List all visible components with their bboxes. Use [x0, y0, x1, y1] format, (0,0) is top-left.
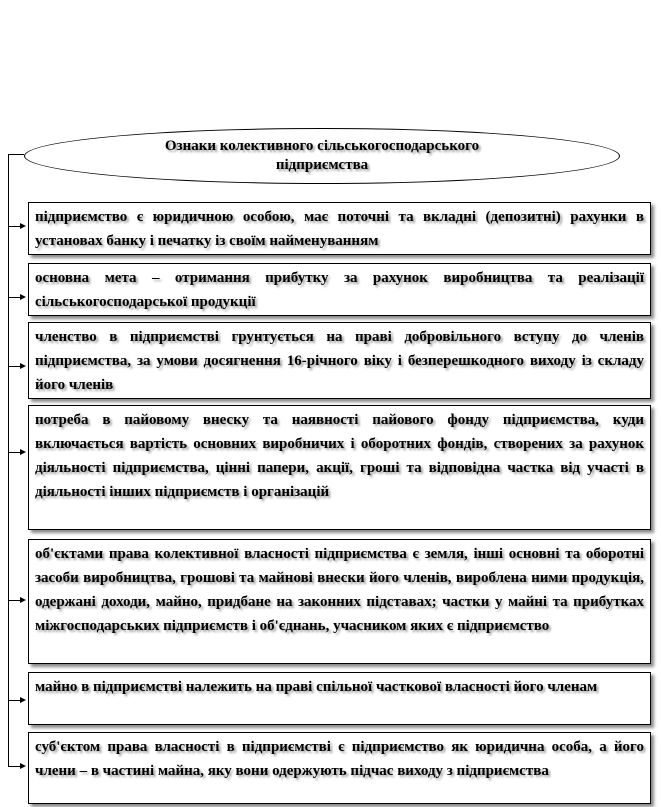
- arrow-right-icon: [20, 223, 26, 229]
- arrow-right-icon: [20, 697, 26, 703]
- arrow-right-icon: [20, 363, 26, 369]
- feature-box-7: суб'єктом права власності в підприємстві є підприємство як юридична особа, а його члени – в частині майна, яку вони одержують підчас виходу з підприємства: [28, 732, 651, 804]
- feature-box-6: майно в підприємстві належить на праві спільної часткової власності його членам: [28, 672, 651, 725]
- connector-spine: [8, 154, 9, 766]
- arrow-right-icon: [20, 597, 26, 603]
- feature-box-3: членство в підприємстві грунтується на праві добровільного вступу до членів підприємства, за умови досягнення 16-річного віку і безперешкодного виходу із складу його членів: [28, 322, 651, 399]
- arrow-right-icon: [20, 294, 26, 300]
- arrow-right-icon: [20, 763, 26, 769]
- diagram-title: Ознаки колективного сільськогосподарського підприємства: [24, 128, 620, 184]
- connector-top: [8, 154, 24, 155]
- feature-box-4: потреба в пайовому внеску та наявності пайового фонду підприємства, куди включається вартість основних виробничих і оборотних фондів, створених за рахунок діяльності підприємства, цінні папери, акції, гроші та відповідна частка від участі в діяльності інших підприємств і організацій: [28, 405, 651, 530]
- feature-box-5: об'єктами права колективної власності підприємства є земля, інші основні та оборотні засоби виробництва, грошові та майнові внески його членів, вироблена ними продукція, одержані доходи, майно, придбане на законних підставах; частки у майні та прибутках міжгосподарських підприємств і об'єднань, учасником яких є підприємство: [28, 539, 651, 664]
- arrow-right-icon: [20, 449, 26, 455]
- feature-box-2: основна мета – отримання прибутку за рахунок виробництва та реалізації сільськогосподарської продукції: [28, 263, 651, 316]
- feature-box-1: підприємство є юридичною особою, має поточні та вкладні (депозитні) рахунки в установах банку і печатку із своїм найменуванням: [28, 202, 651, 255]
